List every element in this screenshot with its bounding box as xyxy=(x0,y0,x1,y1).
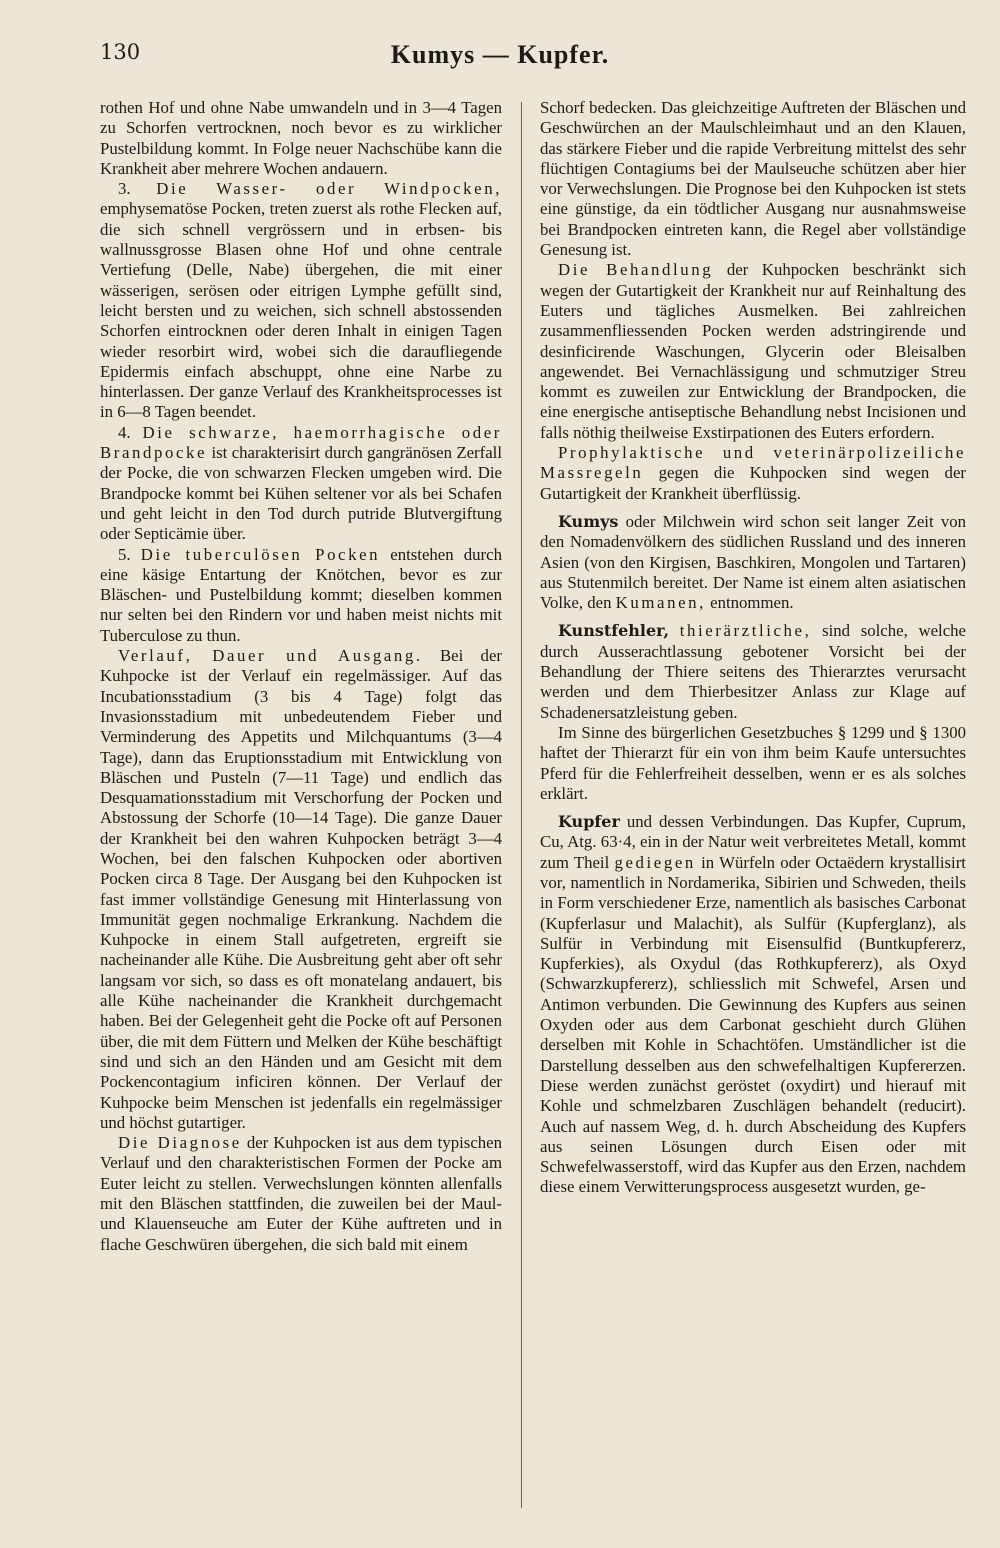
item-number: 4. xyxy=(118,422,131,442)
entry-headword: Kupfer xyxy=(558,812,620,832)
paragraph-text: und dessen Verbindungen. Das Kupfer, Cuprum, Cu, Atg. 63·4, ein in der Natur weit verbreitetes Metall, kommt zum Theil xyxy=(540,812,966,872)
paragraph-text: in Würfeln oder Octaëdern krystallisirt vor, namentlich in Nordamerika, Sibirien und Schweden, theils in Form verschiedener Erze, namentlich als basisches Carbonat (Kupferlasur und Malachit), als Sulfür (Kupferglanz), als Sulfür in Verbindung mit Eisensulfid (Buntkupfererz, Kupferkies), als Oxydul (das Rothkupfererz), als Oxyd (Schwarzkupfererz), schliesslich mit Schwefel, Arsen und Antimon verbunden. Die Gewinnung des Kupfers aus seinen Oxyden oder aus dem Carbonat geschieht durch Glühen derselben mit Kohle in Schachtöfen. Umständlicher ist die Darstellung desselben aus den schwefelhaltigen Kupfererzen. Diese werden zunächst geröstet (oxydirt) und hierauf mit Kohle und schmelzbaren Zuschlägen behandelt (reducirt). Auch auf nassem Weg, d. h. durch Abscheidung des Kupfers aus seinen Lösungen durch Eisen oder mit Schwefelwasserstoff, wird das Kupfer aus den Erzen, nachdem diese einem Verwitterungsprocess ausgesetzt wurden, ge- xyxy=(540,852,966,1197)
item-number: 5. xyxy=(118,544,131,564)
entry-gap xyxy=(540,504,966,512)
spaced-term: Die Wasser- oder Windpocken, xyxy=(156,179,502,199)
entry-gap xyxy=(540,804,966,812)
running-head: Kumys — Kupfer. xyxy=(390,40,610,69)
paragraph-text: entnommen. xyxy=(710,593,794,613)
paragraph-text: oder Milchwein wird schon seit langer Zeit von den Nomadenvölkern des südlichen Russland und des inneren Asien (von den Kirgisen, Baschkiren, Mongolen und Tartaren) aus Stutenmilch bereitet. Der Name ist einem alten asiatischen Volke, den xyxy=(540,511,966,613)
paragraph-text: ist charakterisirt durch gangränösen Zerfall der Pocke, die von schwarzen Flecken umgeben wird. Die Brandpocke kommt bei Kühen seltener vor als bei Schafen und geht leicht in den Tod durch putride Blutvergiftung oder Septicämie über. xyxy=(100,443,502,544)
item-number: 3. xyxy=(118,179,131,199)
paragraph-text: Bei der Kuhpocke ist der Verlauf ein regelmässiger. Auf das Incubationsstadium (3 bis 4 Tage) folgt das Invasionsstadium mit unbedeutendem Fieber und Verminderung des Appetits und Milchquantums (3—4 Tage), dann das Eruptionsstadium mit Entwicklung von Bläschen und Pusteln (7—11 Tage) und endlich das Desquamationsstadium mit Verschorfung der Pocken und Abstossung der Schorfe (10—14 Tage). Die ganze Dauer der Krankheit bei den wahren Kuhpocken beträgt 3—4 Wochen, bei den falschen Kuhpocken oder abortiven Pocken circa 8 Tage. Der Ausgang bei den Kuhpocken ist fast immer vollständige Genesung mit Hinterlassung von Immunität gegen nochmalige Erkrankung. Nachdem die Kuhpocke in einem Stall aufgetreten, ergreift sie nacheinander alle Kühe. Die Ausbreitung geht aber oft sehr langsam vor sich, so dass es oft monatelang andauert, bis alle Kühe nacheinander die Krankheit durchgemacht haben. Bei der Gelegenheit geht die Pocke oft auf Personen über, die mit dem Füttern und Melken der Kühe beschäftigt sind und sich an den Händen und am Gesicht mit dem Pockencontagium inficiren können. Der Verlauf der Kuhpocke beim Menschen ist jedenfalls ein regelmässiger und höchst gutartiger. xyxy=(100,646,502,1132)
paragraph: rothen Hof und ohne Nabe umwandeln und in 3—4 Tagen zu Schorfen vertrocknen, noch bevor es zu wirklicher Pustelbildung kommt. In Folge neuer Nachschübe kann die Krankheit aber mehrere Wochen andauern. xyxy=(100,98,502,178)
spaced-term: Die Behandlung xyxy=(558,260,714,280)
spaced-term: thierärztliche, xyxy=(679,621,812,641)
paragraph-text: entstehen durch eine käsige Entartung der Knötchen, bevor es zur Bläschen- und Pustelbildung kommt; dieselben kommen nur selten bei den Rindern vor und haben meist nichts mit Tuberculose zu thun. xyxy=(100,544,502,645)
paragraph-text: der Kuhpocken beschränkt sich wegen der Gutartigkeit der Krankheit nur auf Reinhaltung des Euters und tägliches Ausmelken. Bei zahlreichen zusammenfliessenden Pocken werden adstringirende und desinficirende Waschungen, Glycerin oder Bleisalben angewendet. Bei Vernachlässigung und schmutziger Streu kommt es zuweilen zur Entwicklung der Brandpocken, die eine energische antiseptische Behandlung nebst Incisionen und falls nöthig theilweise Exstirpationen des Euters erfordern. xyxy=(540,260,966,442)
paragraph-prophylaxe xyxy=(540,443,966,504)
paragraph-text: emphysematöse Pocken, treten zuerst als rothe Flecken auf, die sich schnell vergrössern und in erbsen- bis wallnussgrosse Blasen ohne Hof und ohne centrale Vertiefung (Delle, Nabe) übergehen, die mit einer wässerigen, serösen oder eitrigen Lymphe gefüllt sind, leicht bersten und zu weichen, sich schnell abstossenden Schorfen eintrocknen oder deren Inhalt in einigen Tagen wieder resorbirt wird, wobei sich die daraufliegende Epidermis einfach abschuppt, ohne eine Narbe zu hinterlassen. Der ganze Verlauf des Krankheitsprocesses ist in 6—8 Tagen beendet. xyxy=(100,199,502,422)
paragraph-diagnose xyxy=(100,1133,502,1255)
entry-kumys xyxy=(540,512,966,613)
entry-headword: Kumys xyxy=(558,511,619,531)
paragraph-text: gegen die Kuhpocken sind wegen der Gutartigkeit der Krankheit überflüssig. xyxy=(540,463,966,503)
paragraph-text: sind solche, welche durch Ausserachtlassung gebotener Vorsicht bei der Behandlung der Thiere seitens des Thierarztes verursacht werden und dem Thierbesitzer Anlass zur Klage auf Schadenersatzleistung geben. xyxy=(540,621,966,722)
paragraph-tuberculose-pocken xyxy=(100,545,502,646)
spaced-term: Die schwarze, haemorrhagische oder Brandpocke xyxy=(100,422,502,463)
spaced-term: gediegen xyxy=(614,852,696,872)
paragraph-text: der Kuhpocken ist aus dem typischen Verlauf und den charakteristischen Formen der Pocke am Euter leicht zu stellen. Verwechslungen könnten allenfalls mit den Bläschen stattfinden, die zuweilen bei der Maul- und Klauenseuche am Euter der Kühe auftreten und in flache Geschwüren übergehen, die sich bald mit einem xyxy=(100,1133,502,1254)
paragraph: Im Sinne des bürgerlichen Gesetzbuches § 1299 und § 1300 haftet der Thierarzt für ein von ihm beim Kaufe untersuchtes Pferd für die Fehlerfreiheit desselben, wenn er es als solches erklärt. xyxy=(540,722,966,803)
page-number: 130 xyxy=(100,40,141,64)
spaced-term: Kumanen, xyxy=(615,593,706,613)
spaced-term: Die Diagnose xyxy=(118,1133,242,1153)
left-column xyxy=(100,98,502,1528)
spaced-term: Prophylaktische und veterinärpolizeiliche Massregeln xyxy=(540,443,966,483)
text-columns xyxy=(100,98,966,1528)
entry-headword: Kunstfehler, xyxy=(558,621,670,641)
entry-gap xyxy=(540,613,966,621)
paragraph-brandpocke xyxy=(100,423,502,545)
column-divider xyxy=(521,102,522,1508)
spaced-term: Verlauf, Dauer und Ausgang. xyxy=(118,646,423,666)
entry-kunstfehler xyxy=(540,621,966,722)
paragraph-behandlung xyxy=(540,260,966,443)
right-column xyxy=(540,98,966,1528)
spaced-term: Die tuberculösen Pocken xyxy=(140,544,381,564)
paragraph-verlauf xyxy=(100,646,502,1133)
paragraph-wasserpocken xyxy=(100,179,502,423)
entry-kupfer xyxy=(540,812,966,1198)
paragraph: Schorf bedecken. Das gleichzeitige Auftreten der Bläschen und Geschwürchen an der Maulschleimhaut und an den Klauen, das stärkere Fieber und die rapide Verbreitung mittelst des sehr flüchtigen Contagiums bei der Maulseuche schützen aber hier vor Verwechslungen. Die Prognose bei den Kuhpocken ist stets eine günstige, da ein tödtlicher Ausgang nur ausnahmsweise bei Brandpocken eintreten kann, die Regel aber vollständige Genesung ist. xyxy=(540,98,966,260)
